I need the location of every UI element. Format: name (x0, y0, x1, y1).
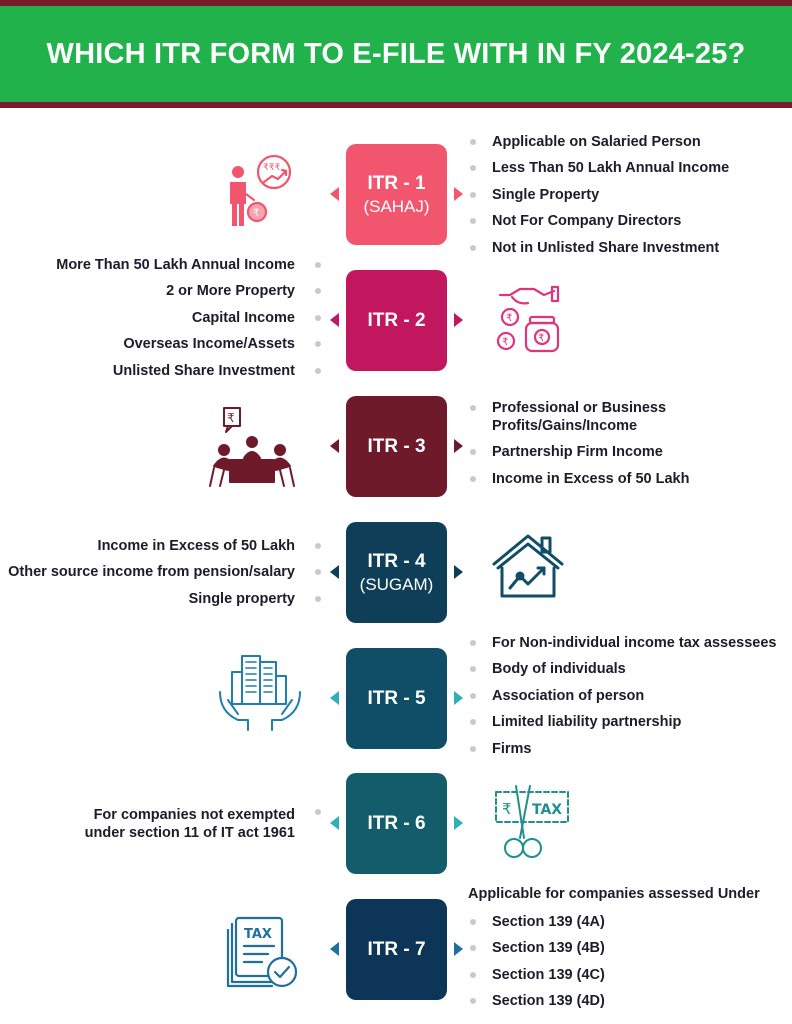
list-item: Other source income from pension/salary (8, 563, 321, 581)
list-item: Not For Company Directors (470, 212, 729, 230)
svg-text:₹: ₹ (227, 411, 235, 425)
business-meeting-icon (204, 404, 300, 495)
list-item: Section 139 (4D) (470, 992, 605, 1010)
list-item: Limited liability partnership (470, 713, 776, 731)
page-title: WHICH ITR FORM TO E-FILE WITH IN FY 2024-25? (46, 37, 746, 70)
itr6-box (346, 773, 447, 874)
itr3-title: ITR - 3 (367, 435, 426, 457)
list-item: Capital Income (56, 309, 321, 327)
itr5-list (470, 634, 776, 766)
list-item: Applicable on Salaried Person (470, 133, 729, 151)
svg-text:₹₹₹: ₹₹₹ (263, 163, 281, 173)
itr1-subtitle: (SAHAJ) (363, 196, 430, 216)
list-item: Section 139 (4B) (470, 939, 605, 957)
svg-text:₹: ₹ (506, 313, 513, 324)
tax-scissors-icon (490, 782, 574, 867)
list-item: Single property (8, 590, 321, 608)
itr7-intro: Applicable for companies assessed Under (468, 886, 760, 902)
svg-text:₹: ₹ (538, 333, 545, 344)
itr4-box (346, 522, 447, 623)
list-item: Section 139 (4A) (470, 913, 605, 931)
buildings-hands-icon (218, 652, 302, 737)
svg-text:₹: ₹ (253, 208, 260, 219)
itr6-title: ITR - 6 (367, 812, 426, 834)
itr2-title: ITR - 2 (367, 309, 426, 331)
list-item: Association of person (470, 687, 776, 705)
itr7-list (470, 913, 605, 1019)
list-item: Overseas Income/Assets (56, 335, 321, 353)
tax-document-check-icon (226, 914, 302, 995)
itr4-subtitle: (SUGAM) (359, 574, 434, 594)
itr3-left-arrow (330, 439, 339, 453)
itr4-title: ITR - 4 (367, 550, 426, 572)
itr2-right-arrow (454, 313, 463, 327)
itr6-left-arrow (330, 816, 339, 830)
list-item: More Than 50 Lakh Annual Income (56, 256, 321, 274)
itr1-left-arrow (330, 187, 339, 201)
itr4-left-arrow (330, 565, 339, 579)
itr4-list (8, 537, 321, 616)
itr1-list (470, 133, 729, 265)
list-item: Income in Excess of 50 Lakh (8, 537, 321, 555)
coins-jar-hand-icon (490, 283, 564, 362)
svg-text:₹: ₹ (502, 337, 509, 348)
list-item: For Non-individual income tax assessees (470, 634, 776, 652)
itr2-left-arrow (330, 313, 339, 327)
itr2-box (346, 270, 447, 371)
itr1-box (346, 144, 447, 245)
list-item: Less Than 50 Lakh Annual Income (470, 159, 729, 177)
list-item: Income in Excess of 50 Lakh (470, 470, 689, 488)
itr3-box (346, 396, 447, 497)
itr6-right-arrow (454, 816, 463, 830)
itr6-list (71, 806, 321, 850)
list-item: For companies not exempted under section 11 of IT act 1961 (71, 806, 321, 842)
list-item: Single Property (470, 186, 729, 204)
list-item: Partnership Firm Income (470, 443, 689, 461)
svg-text:TAX: TAX (244, 927, 272, 942)
house-growth-icon (490, 530, 568, 607)
list-item: Not in Unlisted Share Investment (470, 239, 729, 257)
itr7-box (346, 899, 447, 1000)
itr3-list (470, 399, 689, 496)
itr7-left-arrow (330, 942, 339, 956)
itr5-left-arrow (330, 691, 339, 705)
itr1-right-arrow (454, 187, 463, 201)
svg-text:₹: ₹ (502, 800, 512, 818)
itr4-right-arrow (454, 565, 463, 579)
list-item: Unlisted Share Investment (56, 362, 321, 380)
list-item: Section 139 (4C) (470, 966, 605, 984)
svg-text:TAX: TAX (532, 802, 563, 818)
itr2-list (56, 256, 321, 388)
page-header (0, 0, 792, 108)
list-item: 2 or More Property (56, 282, 321, 300)
itr1-title: ITR - 1 (367, 172, 426, 194)
itr5-right-arrow (454, 691, 463, 705)
itr5-box (346, 648, 447, 749)
salaried-person-icon (222, 150, 302, 235)
itr3-right-arrow (454, 439, 463, 453)
itr7-right-arrow (454, 942, 463, 956)
list-item: Firms (470, 740, 776, 758)
itr5-title: ITR - 5 (367, 687, 426, 709)
list-item: Professional or Business Profits/Gains/Income (470, 399, 670, 435)
list-item: Body of individuals (470, 660, 776, 678)
itr7-title: ITR - 7 (367, 938, 426, 960)
